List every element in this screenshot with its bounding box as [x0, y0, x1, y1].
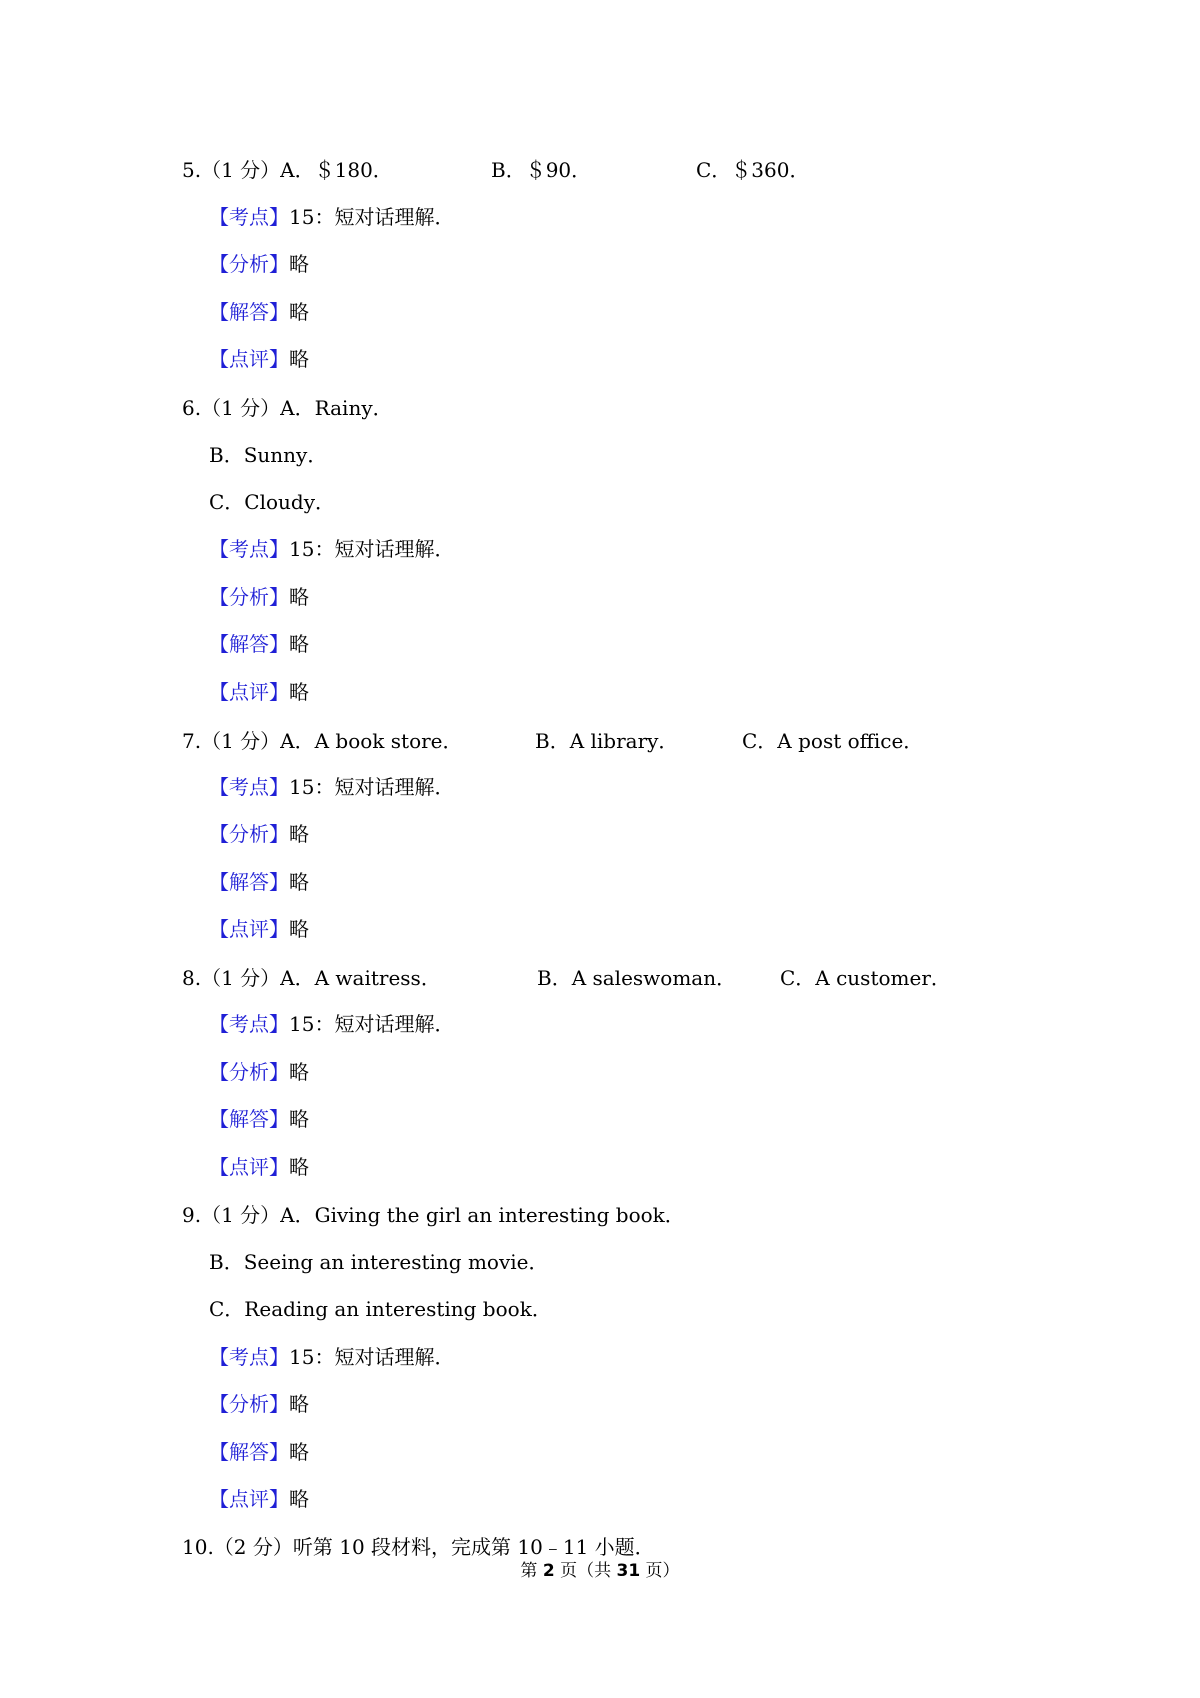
option-a: A．A waitress． — [280, 966, 441, 990]
question-5-stem — [182, 158, 393, 182]
question-number: 8.（1 分） — [182, 966, 281, 990]
jieda-text: 略 — [289, 870, 309, 894]
kaodian-row — [209, 1345, 454, 1369]
kaodian-row — [209, 1012, 454, 1036]
dianping-text: 略 — [289, 1487, 309, 1511]
jieda-tag: 【解答】 — [209, 1107, 289, 1131]
jieda-row — [209, 300, 309, 324]
fenxi-text: 略 — [289, 252, 309, 276]
fenxi-text: 略 — [289, 585, 309, 609]
question-number: 7.（1 分） — [182, 729, 281, 753]
fenxi-tag: 【分析】 — [209, 822, 289, 846]
jieda-row — [209, 1107, 309, 1131]
kaodian-tag: 【考点】 — [209, 1345, 289, 1369]
kaodian-text: 15：短对话理解． — [289, 1345, 455, 1369]
question-6-stem — [182, 396, 393, 420]
question-number: 10.（2 分） — [182, 1535, 293, 1559]
jieda-tag: 【解答】 — [209, 632, 289, 656]
option-c: C．A customer． — [780, 966, 951, 990]
fenxi-row — [209, 822, 309, 846]
kaodian-tag: 【考点】 — [209, 205, 289, 229]
footer-post: 页） — [640, 1561, 680, 1581]
dianping-text: 略 — [289, 1155, 309, 1179]
option-b: B．Seeing an interesting movie． — [209, 1250, 549, 1274]
fenxi-tag: 【分析】 — [209, 1392, 289, 1416]
question-number: 6.（1 分） — [182, 396, 281, 420]
jieda-row — [209, 1440, 309, 1464]
fenxi-row — [209, 1060, 309, 1084]
dianping-tag: 【点评】 — [209, 680, 289, 704]
jieda-tag: 【解答】 — [209, 300, 289, 324]
fenxi-text: 略 — [289, 1392, 309, 1416]
option-c: C．＄360． — [696, 158, 810, 182]
question-text: 听第 10 段材料，完成第 10﹣11 小题． — [292, 1535, 655, 1559]
fenxi-tag: 【分析】 — [209, 252, 289, 276]
jieda-tag: 【解答】 — [209, 870, 289, 894]
dianping-row — [209, 680, 309, 704]
option-a: A．A book store． — [280, 729, 463, 753]
jieda-row — [209, 632, 309, 656]
option-c: C．Reading an interesting book． — [209, 1297, 552, 1321]
kaodian-text: 15：短对话理解． — [289, 537, 455, 561]
dianping-text: 略 — [289, 347, 309, 371]
jieda-text: 略 — [289, 300, 309, 324]
option-b: B．＄90． — [491, 158, 592, 182]
page-number: 2 — [542, 1561, 555, 1581]
page-footer — [0, 1560, 1200, 1582]
dianping-tag: 【点评】 — [209, 1155, 289, 1179]
option-b: B．A saleswoman． — [537, 966, 737, 990]
dianping-row — [209, 347, 309, 371]
question-number: 5.（1 分） — [182, 158, 281, 182]
dianping-row — [209, 1155, 309, 1179]
jieda-text: 略 — [289, 632, 309, 656]
jieda-row — [209, 870, 309, 894]
option-a: A．＄180． — [280, 158, 393, 182]
kaodian-tag: 【考点】 — [209, 775, 289, 799]
option-b: B．Sunny． — [209, 443, 328, 467]
kaodian-row — [209, 205, 454, 229]
fenxi-text: 略 — [289, 1060, 309, 1084]
kaodian-text: 15：短对话理解． — [289, 1012, 455, 1036]
dianping-row — [209, 917, 309, 941]
kaodian-text: 15：短对话理解． — [289, 205, 455, 229]
option-c: C．Cloudy． — [209, 490, 336, 514]
kaodian-row — [209, 775, 454, 799]
option-a: A．Rainy． — [280, 396, 393, 420]
fenxi-row — [209, 1392, 309, 1416]
dianping-tag: 【点评】 — [209, 917, 289, 941]
kaodian-tag: 【考点】 — [209, 537, 289, 561]
fenxi-text: 略 — [289, 822, 309, 846]
dianping-tag: 【点评】 — [209, 1487, 289, 1511]
question-8-stem — [182, 966, 441, 990]
kaodian-text: 15：短对话理解． — [289, 775, 455, 799]
question-number: 9.（1 分） — [182, 1203, 281, 1227]
dianping-text: 略 — [289, 680, 309, 704]
jieda-text: 略 — [289, 1107, 309, 1131]
dianping-row — [209, 1487, 309, 1511]
question-9-stem — [182, 1203, 685, 1227]
kaodian-tag: 【考点】 — [209, 1012, 289, 1036]
question-7-stem — [182, 729, 463, 753]
footer-mid: 页（共 — [554, 1561, 617, 1581]
footer-pre: 第 — [520, 1561, 543, 1581]
fenxi-row — [209, 252, 309, 276]
fenxi-tag: 【分析】 — [209, 585, 289, 609]
page-total: 31 — [616, 1561, 641, 1581]
question-10-stem — [182, 1535, 655, 1559]
option-c: C．A post office． — [742, 729, 924, 753]
fenxi-tag: 【分析】 — [209, 1060, 289, 1084]
option-b: B．A library． — [535, 729, 679, 753]
dianping-text: 略 — [289, 917, 309, 941]
fenxi-row — [209, 585, 309, 609]
jieda-text: 略 — [289, 1440, 309, 1464]
dianping-tag: 【点评】 — [209, 347, 289, 371]
kaodian-row — [209, 537, 454, 561]
jieda-tag: 【解答】 — [209, 1440, 289, 1464]
option-a: A．Giving the girl an interesting book． — [280, 1203, 685, 1227]
